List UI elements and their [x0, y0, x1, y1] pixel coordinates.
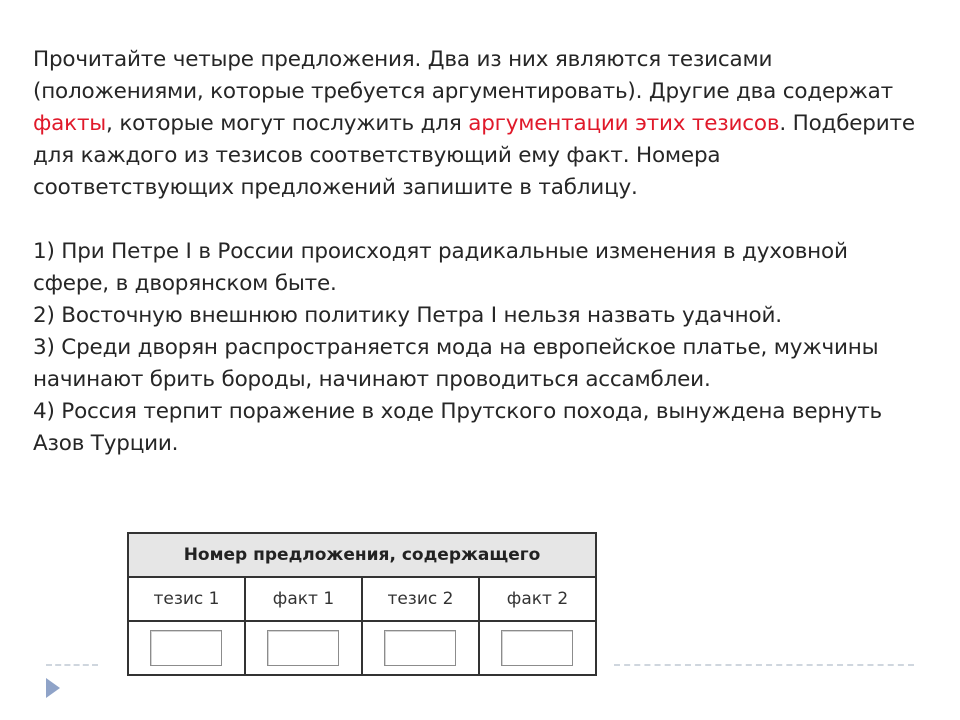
intro-text-3: . Подберите для каждого из тезисов соответствующий ему факт. Номера соответствующих предложений запишите в таблицу.	[33, 111, 915, 200]
highlight-argumentation: аргументации этих тезисов	[468, 111, 780, 136]
answer-box-fact-1[interactable]	[267, 630, 339, 666]
answer-table	[127, 532, 597, 676]
answer-table-inputs-row	[128, 621, 596, 675]
sentence-item-1: 1) При Петре I в России происходят радикальные изменения в духовной сфере, в дворянском быте.	[33, 239, 848, 296]
answer-box-thesis-1[interactable]	[150, 630, 222, 666]
column-label-thesis-2: тезис 2	[362, 577, 479, 621]
task-instructions	[33, 44, 923, 204]
intro-text-2: , которые могут послужить для	[106, 111, 469, 136]
sentence-item-4: 4) Россия терпит поражение в ходе Прутского похода, вынуждена вернуть Азов Турции.	[33, 399, 883, 456]
intro-text-1: Прочитайте четыре предложения. Два из них являются тезисами (положениями, которые требуется аргументировать). Другие два содержат	[33, 47, 893, 104]
sentence-list	[33, 236, 923, 460]
answer-table-labels-row	[128, 577, 596, 621]
column-label-fact-1: факт 1	[245, 577, 362, 621]
sentence-item-2: 2) Восточную внешнюю политику Петра I нельзя назвать удачной.	[33, 303, 782, 328]
triangle-right-icon[interactable]	[46, 678, 60, 698]
answer-table-header: Номер предложения, содержащего	[128, 533, 596, 577]
highlight-facts: факты	[33, 111, 107, 136]
answer-cell-fact-2	[479, 621, 596, 675]
footer-divider-right	[614, 664, 914, 666]
footer-divider-left	[46, 664, 98, 666]
answer-box-thesis-2[interactable]	[384, 630, 456, 666]
column-label-fact-2: факт 2	[479, 577, 596, 621]
sentence-item-3: 3) Среди дворян распространяется мода на европейское платье, мужчины начинают брить бороды, начинают проводиться ассамблеи.	[33, 335, 879, 392]
answer-box-fact-2[interactable]	[501, 630, 573, 666]
answer-cell-fact-1	[245, 621, 362, 675]
answer-cell-thesis-2	[362, 621, 479, 675]
column-label-thesis-1: тезис 1	[128, 577, 245, 621]
answer-table-header-row	[128, 533, 596, 577]
answer-cell-thesis-1	[128, 621, 245, 675]
